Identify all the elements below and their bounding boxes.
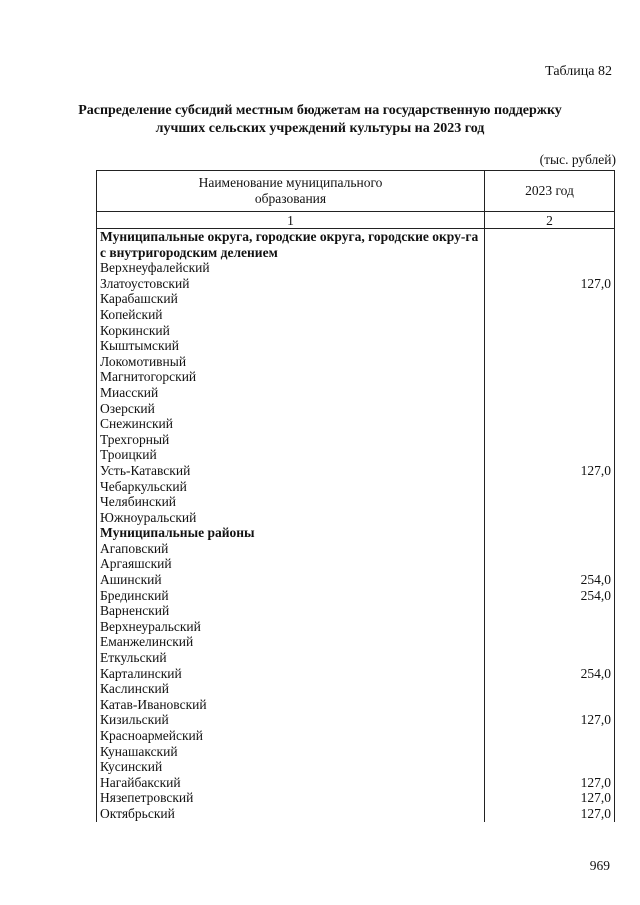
- municipality-name: Аргаяшский: [97, 556, 485, 572]
- table-header-row: [97, 171, 615, 212]
- table-row: [97, 666, 615, 682]
- municipality-name: Златоустовский: [97, 276, 485, 292]
- subsidy-value: [485, 634, 615, 650]
- table-row: [97, 291, 615, 307]
- subsidy-value: [485, 385, 615, 401]
- subsidy-value: [485, 603, 615, 619]
- municipality-name: Ашинский: [97, 572, 485, 588]
- municipality-name: Нагайбакский: [97, 775, 485, 791]
- header-municipality: [97, 171, 485, 212]
- table-row: [97, 463, 615, 479]
- table-row: [97, 541, 615, 557]
- subsidy-value: [485, 510, 615, 526]
- table-row: [97, 447, 615, 463]
- table-row: [97, 432, 615, 448]
- municipality-name: Нязепетровский: [97, 790, 485, 806]
- table-row: [97, 401, 615, 417]
- column-number-2: 2: [485, 212, 615, 229]
- subsidy-value: [485, 338, 615, 354]
- subsidy-value: [485, 401, 615, 417]
- municipality-name: Катав-Ивановский: [97, 697, 485, 713]
- table-row: [97, 806, 615, 822]
- subsidy-value: [485, 759, 615, 775]
- subsidy-value: 127,0: [485, 712, 615, 728]
- document-title: Распределение субсидий местным бюджетам на государственную поддержку лучших сельских учреждений культуры на 2023 год: [78, 103, 562, 136]
- subsidy-value: [485, 432, 615, 448]
- municipality-name: Еманжелинский: [97, 634, 485, 650]
- table-row: [97, 744, 615, 760]
- column-number-1: 1: [97, 212, 485, 229]
- subsidy-value: [485, 697, 615, 713]
- subsidy-value: [485, 619, 615, 635]
- table-row: [97, 634, 615, 650]
- municipality-name: Кунашакский: [97, 744, 485, 760]
- subsidy-value: 127,0: [485, 806, 615, 822]
- table-row: [97, 572, 615, 588]
- table-row: [97, 494, 615, 510]
- subsidy-value: 127,0: [485, 463, 615, 479]
- municipality-name: Октябрьский: [97, 806, 485, 822]
- subsidy-value: 127,0: [485, 276, 615, 292]
- municipality-name: Верхнеуральский: [97, 619, 485, 635]
- units-label: (тыс. рублей): [539, 152, 616, 167]
- subsidy-value: [485, 229, 615, 261]
- municipality-name: Карталинский: [97, 666, 485, 682]
- table-row: [97, 556, 615, 572]
- municipality-name: Коркинский: [97, 323, 485, 339]
- table-body: [97, 229, 615, 822]
- municipality-name: Кусинский: [97, 759, 485, 775]
- subsidy-value: 127,0: [485, 790, 615, 806]
- municipality-name: Челябинский: [97, 494, 485, 510]
- table-row: [97, 385, 615, 401]
- section-row: [97, 229, 615, 261]
- municipality-name: Кизильский: [97, 712, 485, 728]
- municipality-name: Копейский: [97, 307, 485, 323]
- table-row: [97, 790, 615, 806]
- subsidy-value: [485, 556, 615, 572]
- municipality-name: Трехгорный: [97, 432, 485, 448]
- municipality-name: Миасский: [97, 385, 485, 401]
- municipality-name: Снежинский: [97, 416, 485, 432]
- subsidy-value: [485, 307, 615, 323]
- municipality-name: Магнитогорский: [97, 369, 485, 385]
- municipality-name: Локомотивный: [97, 354, 485, 370]
- column-number-row: [97, 212, 615, 229]
- subsidy-value: [485, 291, 615, 307]
- header-year: 2023 год: [485, 171, 615, 212]
- section-title: Муниципальные районы: [97, 525, 485, 541]
- subsidy-value: [485, 447, 615, 463]
- municipality-name: Усть-Катавский: [97, 463, 485, 479]
- subsidy-value: 254,0: [485, 588, 615, 604]
- table-row: [97, 712, 615, 728]
- municipality-name: Брединский: [97, 588, 485, 604]
- subsidy-value: [485, 416, 615, 432]
- table-row: [97, 697, 615, 713]
- subsidy-value: [485, 369, 615, 385]
- table-row: [97, 588, 615, 604]
- subsidy-value: [485, 525, 615, 541]
- table-row: [97, 479, 615, 495]
- table-row: [97, 416, 615, 432]
- subsidy-value: [485, 650, 615, 666]
- table-number: Таблица 82: [545, 64, 612, 79]
- table-row: [97, 323, 615, 339]
- subsidy-value: [485, 681, 615, 697]
- subsidy-value: [485, 744, 615, 760]
- municipality-name: Озерский: [97, 401, 485, 417]
- table-row: [97, 260, 615, 276]
- section-title: Муниципальные округа, городские округа, городские окру-га с внутригородским делением: [97, 229, 485, 261]
- subsidy-value: [485, 541, 615, 557]
- section-row: [97, 525, 615, 541]
- table-row: [97, 354, 615, 370]
- subsidy-value: [485, 494, 615, 510]
- table-row: [97, 276, 615, 292]
- municipality-name: Кыштымский: [97, 338, 485, 354]
- municipality-name: Южноуральский: [97, 510, 485, 526]
- municipality-name: Верхнеуфалейский: [97, 260, 485, 276]
- subsidy-value: [485, 479, 615, 495]
- municipality-name: Варненский: [97, 603, 485, 619]
- table-row: [97, 681, 615, 697]
- subsidy-value: 254,0: [485, 572, 615, 588]
- municipality-name: Карабашский: [97, 291, 485, 307]
- subsidy-value: [485, 260, 615, 276]
- subsidy-table: [96, 170, 615, 822]
- subsidy-value: [485, 323, 615, 339]
- subsidy-value: 127,0: [485, 775, 615, 791]
- table-row: [97, 510, 615, 526]
- table-row: [97, 338, 615, 354]
- table-row: [97, 775, 615, 791]
- municipality-name: Чебаркульский: [97, 479, 485, 495]
- table-row: [97, 603, 615, 619]
- subsidy-value: [485, 354, 615, 370]
- municipality-name: Еткульский: [97, 650, 485, 666]
- subsidy-value: 254,0: [485, 666, 615, 682]
- municipality-name: Красноармейский: [97, 728, 485, 744]
- municipality-name: Агаповский: [97, 541, 485, 557]
- page-number: 969: [589, 858, 610, 873]
- table-row: [97, 307, 615, 323]
- table-row: [97, 619, 615, 635]
- subsidy-value: [485, 728, 615, 744]
- municipality-name: Каслинский: [97, 681, 485, 697]
- table-row: [97, 759, 615, 775]
- table-row: [97, 369, 615, 385]
- header-municipality-label: Наименование муниципального образования: [198, 175, 383, 206]
- table-row: [97, 728, 615, 744]
- municipality-name: Троицкий: [97, 447, 485, 463]
- table-row: [97, 650, 615, 666]
